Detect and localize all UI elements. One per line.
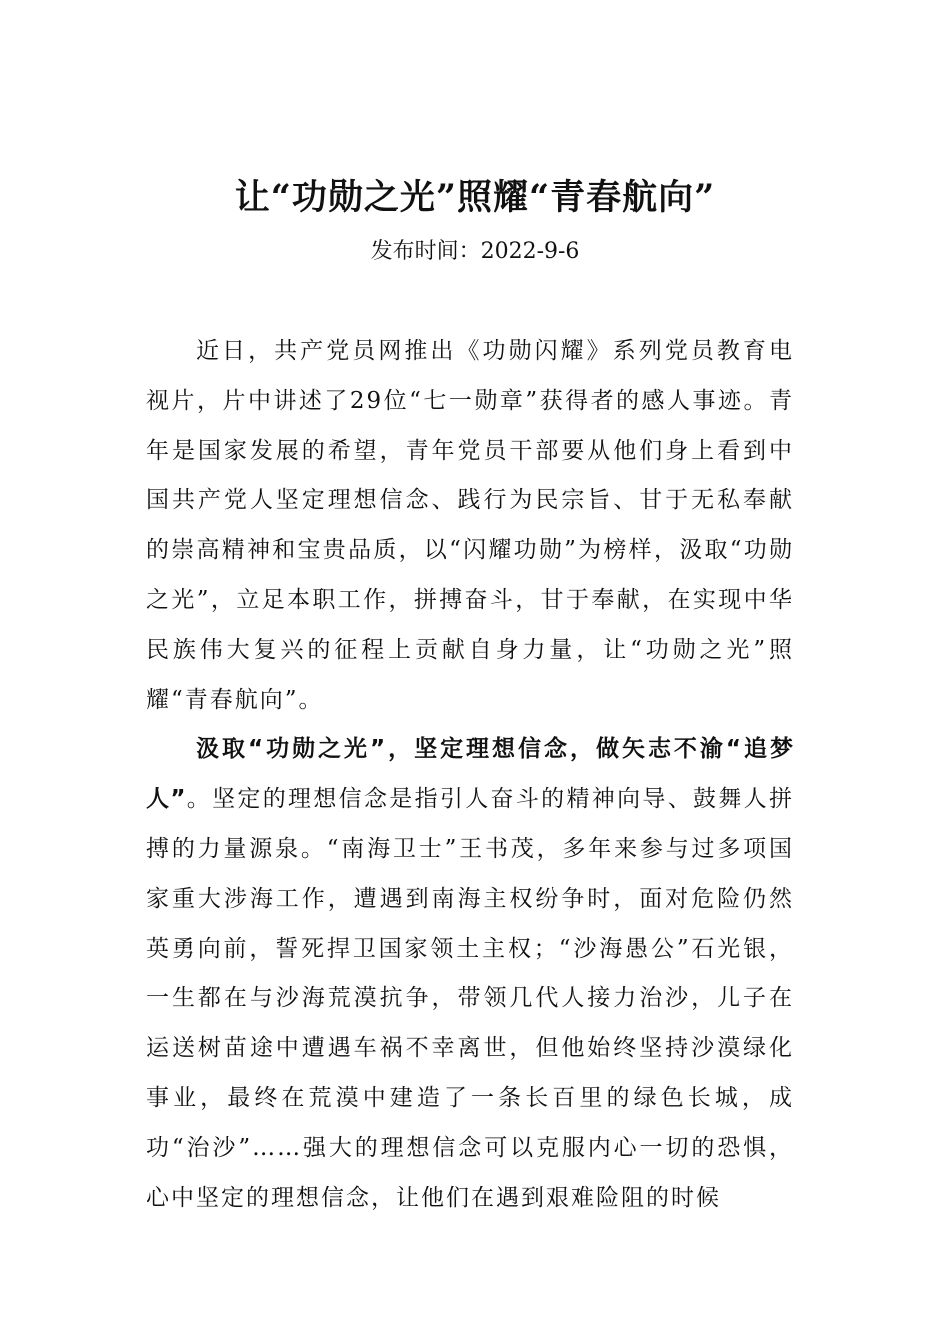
paragraph-1 bbox=[146, 327, 794, 725]
paragraph-text: 近日，共产党员网推出《功勋闪耀》系列党员教育电视片，片中讲述了29位“七一勋章”获得者的感人事迹。青年是国家发展的希望，青年党员干部要从他们身上看到中国共产党人坚定理想信念、践行为民宗旨、甘于无私奉献的崇高精神和宝贵品质，以“闪耀功勋”为榜样，汲取“功勋之光”，立足本职工作，拼搏奋斗，甘于奉献，在实现中华民族伟大复兴的征程上贡献自身力量，让“功勋之光”照耀“青春航向”。 bbox=[146, 338, 794, 713]
paragraph-2 bbox=[146, 725, 794, 1223]
article-body bbox=[146, 327, 794, 1223]
publish-date-value: 2022-9-6 bbox=[480, 239, 580, 264]
publish-date bbox=[0, 234, 950, 265]
page-title: 让“功勋之光”照耀“青春航向” bbox=[234, 177, 716, 218]
paragraph-lead-heading: 汲取“功勋之光”，坚定理想信念，做矢志不渝“追梦人” bbox=[146, 736, 794, 813]
publish-date-label: 发布时间： bbox=[370, 239, 481, 264]
paragraph-text: 。坚定的理想信念是指引人奋斗的精神向导、鼓舞人拼搏的力量源泉。“南海卫士”王书茂，多年来参与过多项国家重大涉海工作，遭遇到南海主权纷争时，面对危险仍然英勇向前，誓死捍卫国家领土主权；“沙海愚公”石光银，一生都在与沙海荒漠抗争，带领几代人接力治沙，儿子在运送树苗途中遭遇车祸不幸离世，但他始终坚持沙漠绿化事业，最终在荒漠中建造了一条长百里的绿色长城，成功“治沙”……强大的理想信念可以克服内心一切的恐惧，心中坚定的理想信念，让他们在遇到艰难险阻的时候 bbox=[146, 786, 794, 1211]
